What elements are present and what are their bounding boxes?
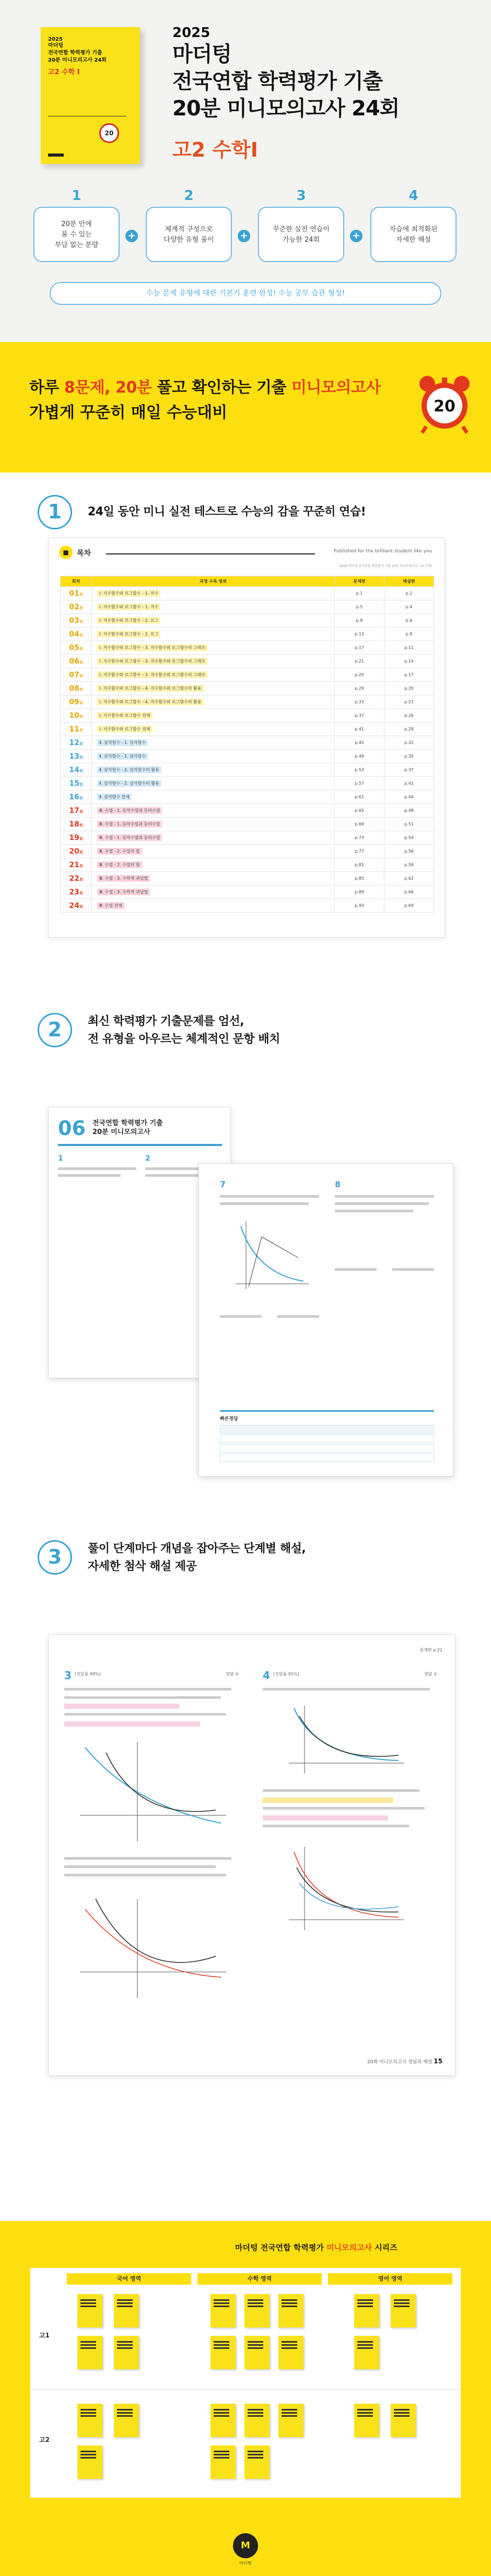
feature-item: [258, 188, 344, 266]
problem-number: 7: [220, 1179, 226, 1189]
series-book[interactable]: [391, 2294, 416, 2327]
toc-row: [61, 790, 434, 804]
solution-rate-tag: [정답률 85%]: [273, 1672, 299, 1676]
toc-answer-page: p.20: [384, 682, 434, 695]
text-line: [64, 1874, 226, 1876]
text-line: [64, 1857, 231, 1860]
feature-text: 자세한 해설: [396, 236, 431, 244]
toc-row-number: 06회: [61, 655, 92, 668]
book-title-line: 20분 미니모의고사 24회: [48, 57, 107, 63]
series-title: 마더텅 전국연합 학력평가 미니모의고사 시리즈: [235, 2243, 398, 2252]
toc-answer-page: p.11: [384, 641, 434, 655]
series-book[interactable]: [77, 2336, 102, 2369]
toc-answer-page: p.23: [384, 695, 434, 709]
hero-title: [172, 25, 399, 162]
book-title-line: 전국연합 학력평가 기출: [48, 50, 102, 56]
publisher-name: 마더텅: [239, 2561, 252, 2566]
feature-box: [33, 207, 120, 262]
toc-answer-page: p.8: [384, 628, 434, 641]
feature-number: 3: [296, 188, 306, 204]
series-book[interactable]: [211, 2336, 236, 2369]
section-text: 24일 동안 미니 실전 테스트로 수능의 감을 꾸준히 연습!: [88, 505, 366, 518]
toc-table: [60, 576, 434, 913]
series-book[interactable]: [244, 2404, 270, 2437]
toc-row: [61, 709, 434, 723]
toc-col-header: 과정 수록 범위: [92, 576, 335, 587]
toc-answer-page: p.54: [384, 831, 434, 845]
section-text-line: 최신 학력평가 기출문제를 엄선,: [88, 1015, 244, 1028]
toc-answer-page: p.62: [384, 872, 434, 885]
solution-column: [263, 1669, 440, 2035]
choice-line: [220, 1315, 262, 1318]
toc-row: [61, 628, 434, 641]
toc-answer-page: p.35: [384, 750, 434, 763]
footer-page-number: 15: [434, 2058, 442, 2065]
exam-number: 06: [58, 1117, 86, 1140]
toc-row-topic: Ⅲ. 수열 전체: [92, 899, 335, 913]
series-book[interactable]: [114, 2294, 139, 2327]
toc-divider: [106, 553, 315, 554]
toc-row-topic: Ⅰ. 지수함수와 로그함수 전체: [92, 723, 335, 736]
toc-caption: 2025 마더텅 전국연합 학력평가 기출 20분 미니모의고사 고2 수학Ⅰ: [339, 564, 432, 568]
series-book[interactable]: [354, 2336, 379, 2369]
toc-row-topic: Ⅱ. 삼각함수 전체: [92, 790, 335, 804]
toc-row-topic: Ⅱ. 삼각함수 - 1. 삼각함수: [92, 750, 335, 763]
book-icon: ■: [59, 546, 73, 559]
feature-number: 4: [408, 188, 418, 204]
series-row-header: 고2: [39, 2436, 50, 2443]
feature-number: 2: [184, 188, 194, 204]
toc-row-number: 08회: [61, 682, 92, 695]
toc-answer-page: p.17: [384, 668, 434, 682]
toc-answer-page: p.51: [384, 818, 434, 831]
hero-title-line: 전국연합 학력평가 기출: [172, 69, 383, 93]
hero-subject: 고2 수학Ⅰ: [172, 138, 258, 161]
problem-number: 8: [335, 1179, 341, 1189]
toc-row-topic: Ⅲ. 수열 - 1. 등차수열과 등비수열: [92, 804, 335, 818]
toc-row: [61, 899, 434, 913]
toc-row-topic: Ⅰ. 지수함수와 로그함수 전체: [92, 709, 335, 723]
daily-banner: [0, 342, 491, 472]
toc-answer-page: p.48: [384, 804, 434, 818]
toc-problem-page: p.33: [335, 695, 384, 709]
series-col-header: 영어 영역: [328, 2273, 452, 2285]
book-subject: 고2 수학 Ⅰ: [48, 68, 80, 76]
series-col-header: 국어 영역: [67, 2273, 191, 2285]
series-book[interactable]: [244, 2445, 270, 2479]
plus-icon: +: [238, 230, 250, 242]
toc-row: [61, 614, 434, 628]
toc-problem-page: p.57: [335, 777, 384, 790]
problem-number: 2: [145, 1154, 150, 1163]
toc-problem-page: p.93: [335, 899, 384, 913]
toc-row-number: 01회: [61, 587, 92, 600]
graph-figure: [284, 1700, 409, 1779]
series-book[interactable]: [211, 2445, 236, 2479]
series-book[interactable]: [278, 2404, 303, 2437]
toc-problem-page: p.73: [335, 831, 384, 845]
section-number: 1: [38, 495, 72, 529]
exam-title-bar: [58, 1144, 222, 1146]
toc-row-number: 14회: [61, 763, 92, 777]
toc-row: [61, 695, 434, 709]
series-table: [30, 2268, 461, 2498]
toc-problem-page: p.25: [335, 668, 384, 682]
book-publisher-logo: [48, 153, 64, 157]
toc-problem-page: p.81: [335, 858, 384, 872]
toc-row-topic: Ⅲ. 수열 - 3. 수학적 귀납법: [92, 872, 335, 885]
text-line: [58, 1174, 121, 1177]
series-book[interactable]: [77, 2294, 102, 2327]
toc-answer-page: p.29: [384, 723, 434, 736]
feature-item: [146, 188, 232, 266]
plus-icon: +: [350, 230, 363, 242]
toc-problem-page: p.61: [335, 790, 384, 804]
toc-row-number: 15회: [61, 777, 92, 790]
hero-title-line: 20분 미니모의고사 24회: [172, 97, 400, 121]
text-line: [58, 1167, 136, 1170]
toc-row: [61, 723, 434, 736]
choice-line: [335, 1268, 377, 1271]
toc-row-topic: Ⅲ. 수열 - 1. 등차수열과 등비수열: [92, 818, 335, 831]
series-book[interactable]: [114, 2336, 139, 2369]
text-line: [335, 1210, 413, 1212]
toc-row-number: 11회: [61, 723, 92, 736]
toc-row-topic: Ⅰ. 지수함수와 로그함수 - 2. 로그: [92, 614, 335, 628]
series-col-header: 수학 영역: [197, 2273, 322, 2285]
problem-number: 1: [58, 1154, 63, 1163]
toc-problem-page: p.1: [335, 587, 384, 600]
toc-answer-page: p.59: [384, 858, 434, 872]
hero-year: 2025: [172, 25, 211, 41]
toc-answer-page: p.41: [384, 777, 434, 790]
section-text-line: 전 유형을 아우르는 체계적인 문항 배치: [88, 1033, 280, 1046]
solution-footer: [367, 2058, 442, 2065]
book-20min-badge: 20: [99, 123, 119, 143]
quick-answer-grid: [220, 1410, 434, 1462]
text-line: [64, 1688, 231, 1691]
section-text-line: 풀이 단계마다 개념을 잡아주는 단계별 해설,: [88, 1542, 306, 1555]
toc-row-topic: Ⅰ. 지수함수와 로그함수 - 3. 지수함수와 로그함수의 그래프: [92, 668, 335, 682]
banner-highlight: 미니모의고사: [291, 379, 381, 397]
answer-grid-header: 빠른정답: [220, 1416, 238, 1422]
toc-row-topic: Ⅰ. 지수함수와 로그함수 - 4. 지수함수와 로그함수의 활용: [92, 695, 335, 709]
toc-answer-page: p.56: [384, 845, 434, 858]
solution-preview: [48, 1634, 455, 2076]
graph-figure: [284, 1841, 409, 1935]
toc-answer-page: p.37: [384, 763, 434, 777]
answer-row: [220, 1435, 434, 1443]
banner-line-2: 가볍게 꾸준히 매일 수능대비: [29, 404, 228, 422]
toc-answer-page: p.32: [384, 736, 434, 750]
series-book[interactable]: [244, 2294, 270, 2327]
toc-row-topic: Ⅱ. 삼각함수 - 2. 삼각함수의 활용: [92, 777, 335, 790]
toc-col-header: 회차: [61, 576, 92, 587]
text-line: [335, 1202, 429, 1205]
toc-row-topic: Ⅲ. 수열 - 2. 수열의 합: [92, 858, 335, 872]
toc-problem-page: p.29: [335, 682, 384, 695]
banner-highlight: 8문제, 20분: [64, 379, 152, 397]
toc-row-number: 21회: [61, 858, 92, 872]
series-book[interactable]: [77, 2404, 102, 2437]
toc-problem-page: p.65: [335, 804, 384, 818]
solution-column: [64, 1669, 242, 2035]
feature-box: [258, 207, 344, 262]
text-line: [263, 1825, 409, 1827]
toc-problem-page: p.37: [335, 709, 384, 723]
solution-page-ref: 문제편 p.22: [419, 1648, 442, 1652]
graph-figure: [75, 1894, 231, 2003]
toc-problem-page: p.49: [335, 750, 384, 763]
text-line: [64, 1696, 221, 1699]
feature-text: 가능한 24회: [283, 236, 320, 244]
choice-line: [277, 1315, 319, 1318]
toc-row-number: 13회: [61, 750, 92, 763]
banner-line-1: [29, 374, 381, 397]
banner-text: 하루: [29, 379, 64, 397]
toc-row-number: 03회: [61, 614, 92, 628]
feature-text: 꾸준한 실전 연습이: [273, 226, 330, 233]
toc-row-number: 24회: [61, 899, 92, 913]
highlight: [64, 1721, 200, 1727]
toc-problem-page: p.89: [335, 885, 384, 899]
toc-row: [61, 777, 434, 790]
feature-item: [33, 188, 120, 266]
toc-row: [61, 763, 434, 777]
series-book[interactable]: [244, 2336, 270, 2369]
footer-label: 20회 미니모의고사 정답과 해설: [367, 2060, 432, 2065]
solution-answer: 정답 ①: [424, 1672, 437, 1676]
text-line: [263, 1789, 419, 1792]
series-row-header: 고1: [39, 2332, 50, 2339]
toc-row-number: 17회: [61, 804, 92, 818]
feature-text: 부담 없는 분량: [54, 241, 99, 249]
feature-text: 20분 안에: [61, 220, 92, 228]
book-cover: [41, 27, 140, 164]
section-text-line: 자세한 첨삭 해설 제공: [88, 1560, 197, 1573]
answer-row: [220, 1454, 434, 1462]
toc-problem-page: p.45: [335, 736, 384, 750]
hero-section: [0, 0, 491, 342]
toc-problem-page: p.85: [335, 872, 384, 885]
toc-answer-page: p.69: [384, 899, 434, 913]
toc-row-number: 23회: [61, 885, 92, 899]
toc-answer-page: p.2: [384, 587, 434, 600]
choice-line: [392, 1268, 434, 1271]
feature-number: 1: [72, 188, 81, 204]
toc-row-number: 04회: [61, 628, 92, 641]
toc-row-number: 16회: [61, 790, 92, 804]
toc-row-topic: Ⅰ. 지수함수와 로그함수 - 2. 로그: [92, 628, 335, 641]
feature-text: 자습에 최적화된: [389, 226, 438, 233]
series-book[interactable]: [391, 2404, 416, 2437]
toc-row-topic: Ⅰ. 지수함수와 로그함수 - 4. 지수함수와 로그함수의 활용: [92, 682, 335, 695]
toc-col-header: 해설편: [384, 576, 434, 587]
toc-row: [61, 736, 434, 750]
alarm-clock-icon: [416, 372, 473, 434]
toc-row-number: 07회: [61, 668, 92, 682]
highlight: [263, 1798, 393, 1803]
toc-problem-page: p.9: [335, 614, 384, 628]
graph-figure: [75, 1737, 231, 1847]
toc-row: [61, 587, 434, 600]
toc-row-number: 18회: [61, 818, 92, 831]
toc-row: [61, 872, 434, 885]
text-line: [335, 1195, 434, 1198]
toc-row: [61, 600, 434, 614]
toc-row-topic: Ⅰ. 지수함수와 로그함수 - 3. 지수함수와 로그함수의 그래프: [92, 655, 335, 668]
toc-row-topic: Ⅲ. 수열 - 1. 등차수열과 등비수열: [92, 831, 335, 845]
text-line: [263, 1807, 425, 1810]
section-number: 2: [38, 1013, 72, 1047]
text-line: [263, 1688, 430, 1691]
series-book[interactable]: [278, 2336, 303, 2369]
toc-row: [61, 641, 434, 655]
feature-box: [146, 207, 232, 262]
toc-problem-page: p.77: [335, 845, 384, 858]
toc-answer-page: p.26: [384, 709, 434, 723]
toc-row-number: 19회: [61, 831, 92, 845]
toc-row-number: 09회: [61, 695, 92, 709]
toc-row: [61, 750, 434, 763]
series-book[interactable]: [354, 2294, 379, 2327]
solution-number: 4: [263, 1669, 270, 1682]
toc-row: [61, 818, 434, 831]
toc-col-header: 문제편: [335, 576, 384, 587]
series-book[interactable]: [211, 2404, 236, 2437]
exam-title: [92, 1119, 163, 1137]
toc-preview: [48, 538, 445, 938]
toc-row-topic: Ⅲ. 수열 - 2. 수열의 합: [92, 845, 335, 858]
text-line: [145, 1174, 203, 1177]
graph-figure: [225, 1216, 314, 1294]
toc-row: [61, 858, 434, 872]
exam-title-line: 20분 미니모의고사: [92, 1128, 150, 1136]
toc-answer-page: p.4: [384, 600, 434, 614]
toc-row-number: 20회: [61, 845, 92, 858]
toc-row-topic: Ⅱ. 삼각함수 - 1. 삼각함수: [92, 736, 335, 750]
toc-problem-page: p.69: [335, 818, 384, 831]
toc-tagline: Published for the brilliant student like you: [333, 549, 432, 554]
toc-row-topic: Ⅰ. 지수함수와 로그함수 - 1. 지수: [92, 600, 335, 614]
feature-text: 풀 수 있는: [61, 231, 92, 239]
exam-title-line: 전국연합 학력평가 기출: [92, 1119, 163, 1127]
section-number: 3: [38, 1540, 72, 1575]
series-book[interactable]: [354, 2404, 379, 2437]
hero-title-line: 마더텅: [172, 42, 231, 66]
toc-row: [61, 655, 434, 668]
text-line: [64, 1713, 226, 1716]
feature-list: [33, 188, 458, 266]
series-book[interactable]: [278, 2294, 303, 2327]
feature-item: [370, 188, 457, 266]
text-line: [64, 1865, 216, 1868]
toc-row-topic: Ⅱ. 삼각함수 - 2. 삼각함수의 활용: [92, 763, 335, 777]
toc-problem-page: p.21: [335, 655, 384, 668]
toc-row: [61, 682, 434, 695]
highlight: [64, 1704, 179, 1709]
series-book[interactable]: [114, 2404, 139, 2437]
book-year: 2025: [48, 37, 63, 42]
banner-text: 풀고 확인하는 기출: [151, 379, 291, 397]
clock-number: 20: [434, 397, 455, 416]
toc-problem-page: p.13: [335, 628, 384, 641]
toc-label: 목차: [77, 549, 91, 558]
series-section: [0, 2221, 491, 2576]
toc-row-topic: Ⅲ. 수열 - 3. 수학적 귀납법: [92, 885, 335, 899]
series-book[interactable]: [77, 2445, 102, 2479]
toc-row-topic: Ⅰ. 지수함수와 로그함수 - 1. 지수: [92, 587, 335, 600]
answer-row: [220, 1425, 434, 1434]
solution-number: 3: [64, 1669, 72, 1682]
toc-row: [61, 831, 434, 845]
toc-answer-page: p.66: [384, 885, 434, 899]
toc-row-topic: Ⅰ. 지수함수와 로그함수 - 3. 지수함수와 로그함수의 그래프: [92, 641, 335, 655]
toc-answer-page: p.6: [384, 614, 434, 628]
toc-row-number: 05회: [61, 641, 92, 655]
highlight: [263, 1815, 388, 1821]
answer-row: [220, 1444, 434, 1452]
toc-row: [61, 885, 434, 899]
toc-answer-page: p.14: [384, 655, 434, 668]
toc-problem-page: p.5: [335, 600, 384, 614]
text-line: [220, 1195, 319, 1198]
text-line: [220, 1202, 309, 1205]
toc-row-number: 02회: [61, 600, 92, 614]
series-row-divider: [30, 2389, 461, 2390]
solution-answer: 정답 ②: [225, 1672, 239, 1676]
feature-text: 체계적 구성으로: [165, 226, 213, 233]
series-book[interactable]: [211, 2294, 236, 2327]
toc-row-number: 10회: [61, 709, 92, 723]
book-title-line: 마더텅: [48, 43, 63, 49]
toc-row-number: 22회: [61, 872, 92, 885]
toc-problem-page: p.17: [335, 641, 384, 655]
hero-note: 수능 문제 유형에 대한 기본기 훈련 완성! 수능 공부 습관 형성!: [50, 282, 441, 305]
toc-problem-page: p.53: [335, 763, 384, 777]
feature-text: 다양한 유형 풀이: [163, 236, 214, 244]
toc-row: [61, 668, 434, 682]
plus-icon: +: [125, 230, 138, 242]
toc-row: [61, 845, 434, 858]
publisher-logo-icon: M: [233, 2533, 258, 2558]
toc-problem-page: p.41: [335, 723, 384, 736]
solution-rate-tag: [정답률 89%]: [75, 1672, 101, 1676]
toc-answer-page: p.44: [384, 790, 434, 804]
exam-page-preview: [198, 1163, 453, 1476]
feature-box: [370, 207, 457, 262]
toc-row: [61, 804, 434, 818]
toc-row-number: 12회: [61, 736, 92, 750]
